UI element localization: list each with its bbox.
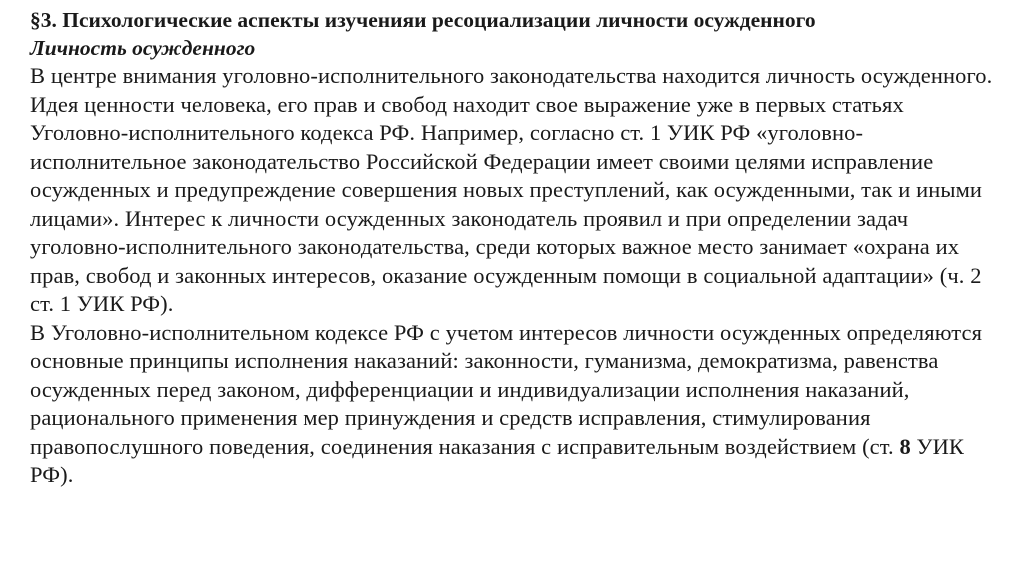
slide-content: [30, 6, 1005, 490]
paragraph-2-article-number: 8: [899, 433, 911, 459]
section-title: §3. Психологические аспекты изученияи ресоциализации личности осужденного: [30, 8, 816, 32]
paragraph-2-text-end: УИК РФ).: [30, 433, 965, 487]
paragraph-2-text-start: В Уголовно-исполнительном кодексе РФ с учетом интересов личности осужденных определяются основные принципы исполнения наказаний: законности, гуманизма, демократизма, равенства осужденных перед законом, дифференциации и индивидуализации исполнения наказаний, рационального применения мер принуждения и средств исправления, стимулирования правопослушного поведения, соединения наказания с исправительным воздействием (ст.: [30, 319, 983, 459]
paragraph-2: [30, 319, 1005, 490]
paragraph-1: В центре внимания уголовно-исполнительного законодательства находится личность осужденного. Идея ценности человека, его прав и свобод находит свое выражение уже в первых статьях Уголовно-исполнительного кодекса РФ. Например, согласно ст. 1 УИК РФ «уголовно-исполнительное законодательство Российской Федерации имеет своими целями исправление осужденных и предупреждение совершения новых преступлений, как осужденными, так и иными лицами». Интерес к личности осужденных законодатель проявил и при определении задач уголовно-исполнительного законодательства, среди которых важное место занимает «охрана их прав, свобод и законных интересов, оказание осужденным помощи в социальной адаптации» (ч. 2 ст. 1 УИК РФ).: [30, 63, 993, 316]
section-subtitle: Личность осужденного: [30, 36, 256, 60]
